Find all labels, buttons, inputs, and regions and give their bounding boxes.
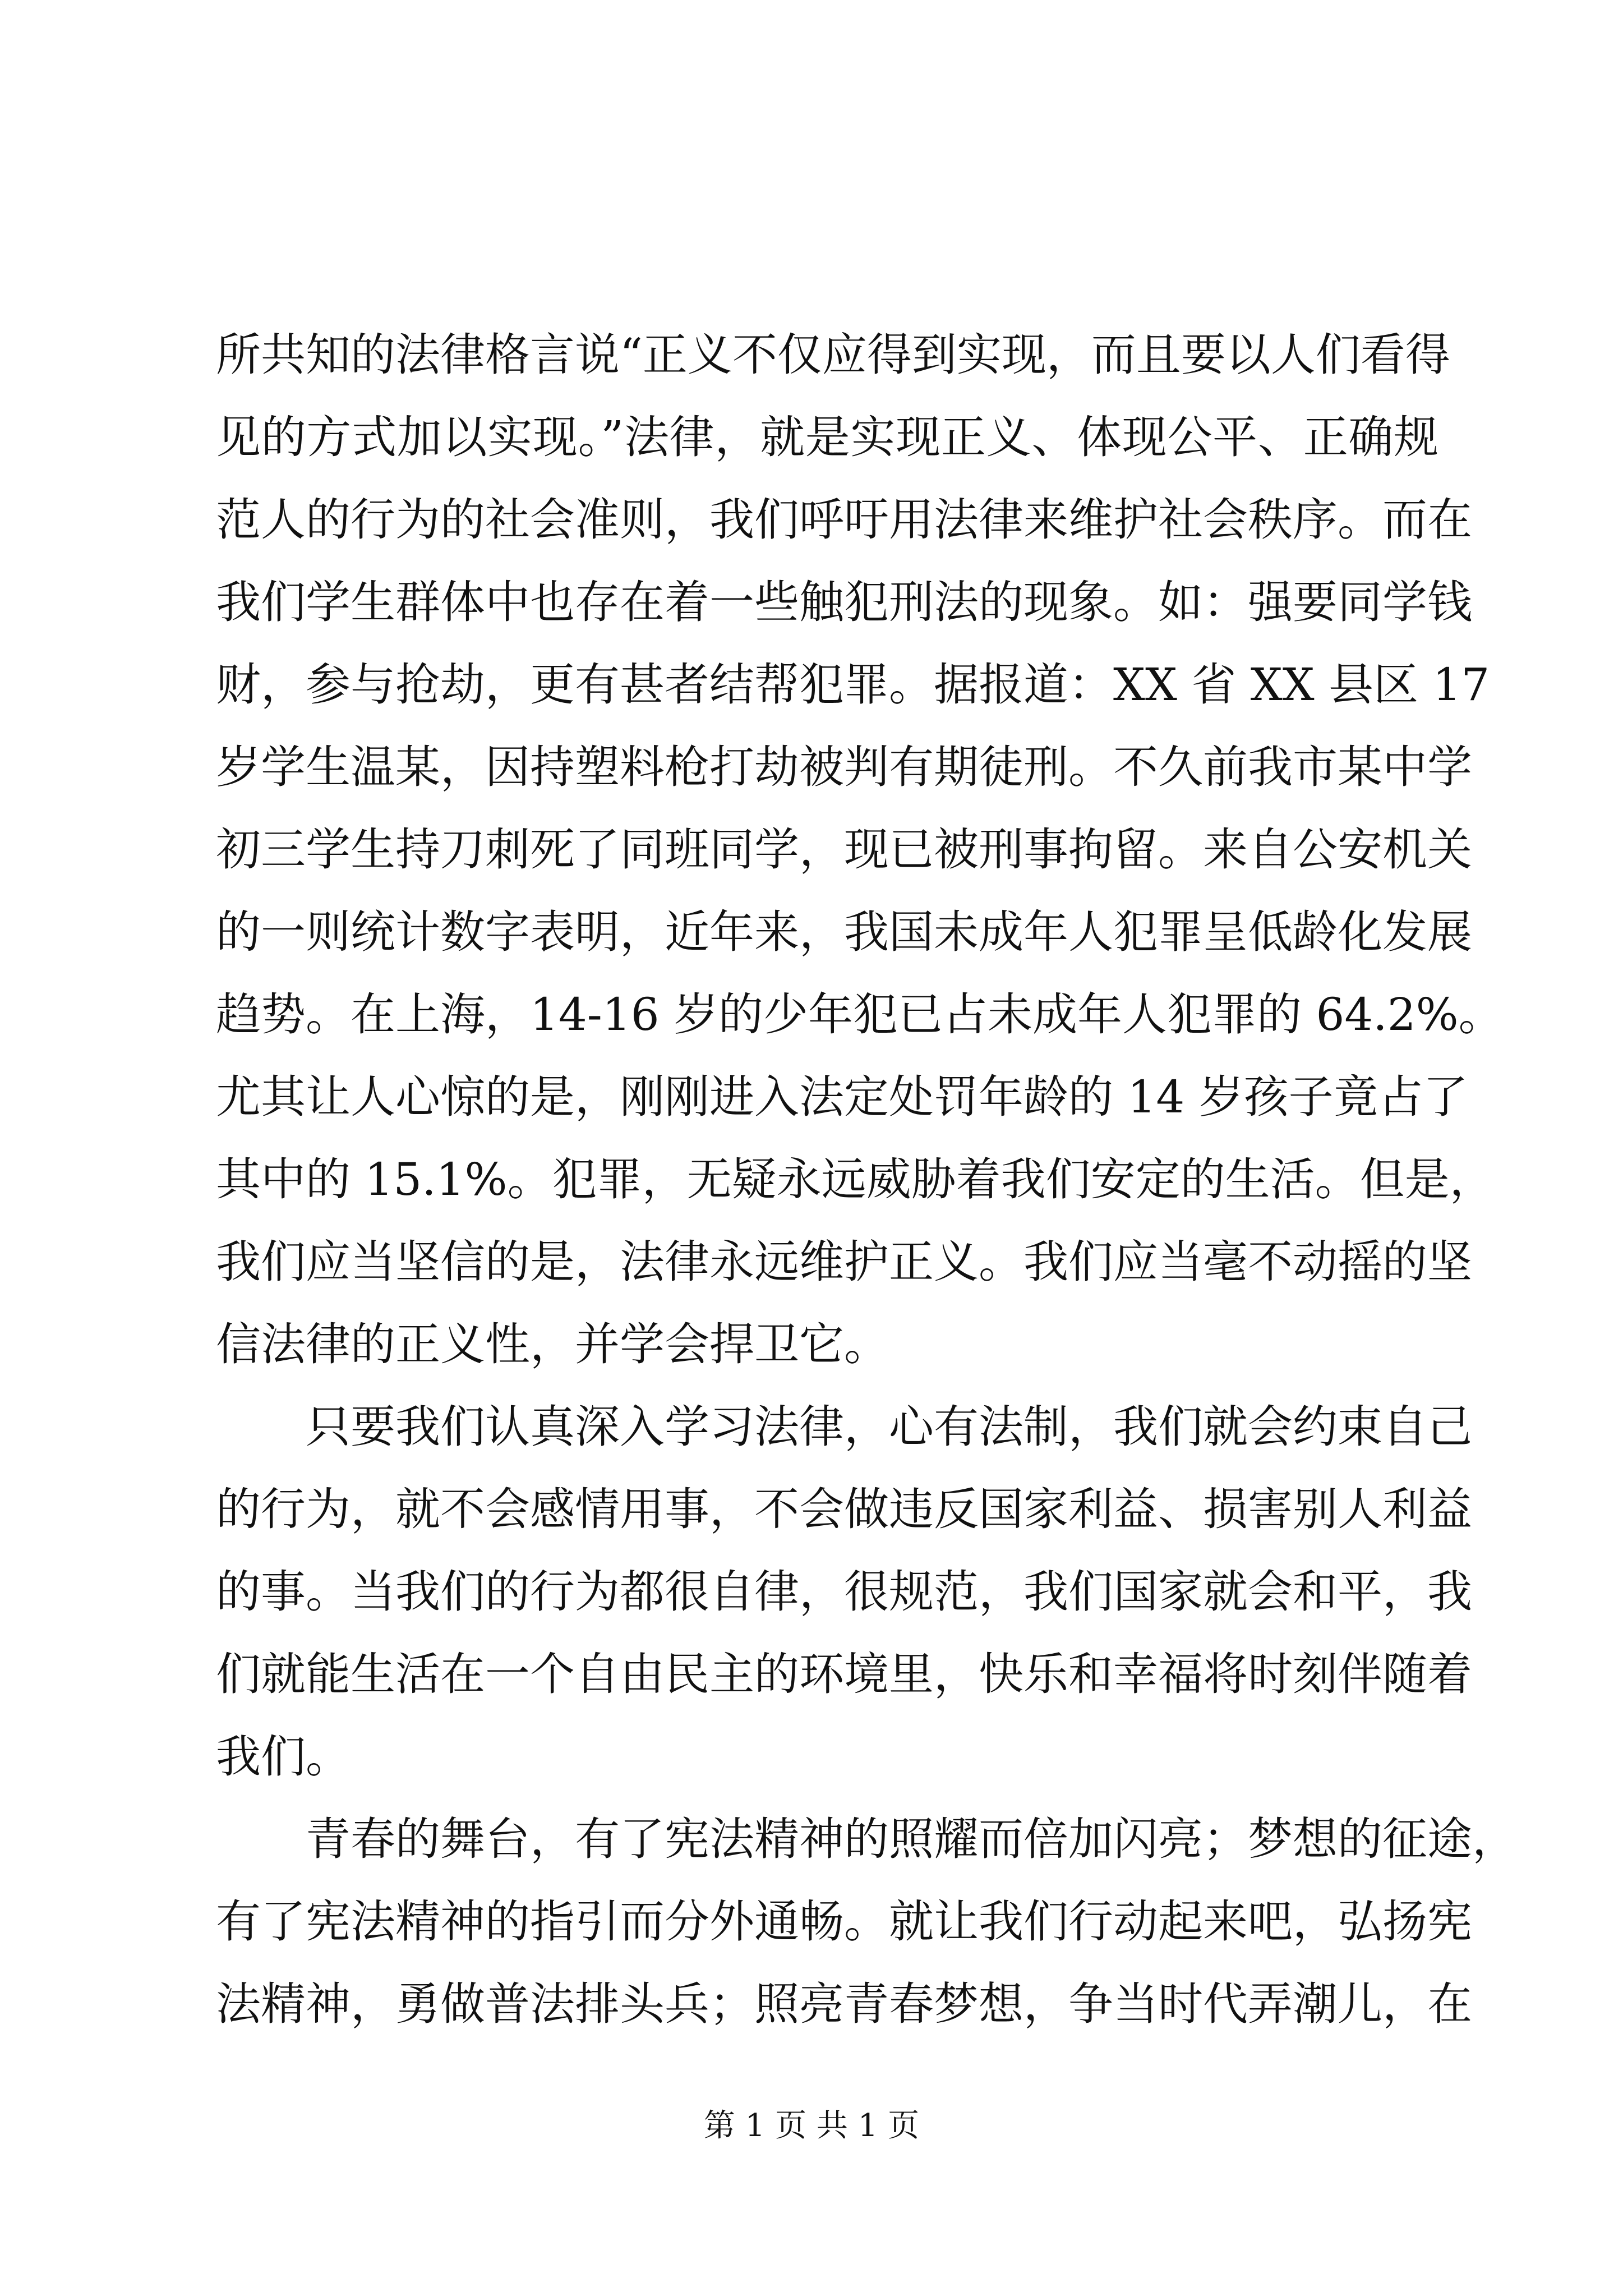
paragraph-1-line-2: 见的方式加以实现。”法律，就是实现正义、体现公平、正确规	[216, 411, 1438, 463]
paragraph-1-line-12: 我们应当坚信的是，法律永远维护正义。我们应当毫不动摇的坚	[216, 1236, 1472, 1288]
paragraph-1-line-7: 初三学生持刀刺死了同班同学，现已被刑事拘留。来自公安机关	[216, 823, 1472, 876]
page-footer: 第 1 页 共 1 页	[703, 2108, 920, 2144]
paragraph-2-line-2: 的行为，就不会感情用事，不会做违反国家利益、损害别人利益	[216, 1483, 1472, 1535]
paragraph-2-line-3: 的事。当我们的行为都很自律，很规范，我们国家就会和平，我	[216, 1566, 1472, 1618]
paragraph-2-line-4: 们就能生活在一个自由民主的环境里，快乐和幸福将时刻伴随着	[216, 1648, 1472, 1700]
paragraph-3-line-3: 法精神，勇做普法排头兵；照亮青春梦想，争当时代弄潮儿，在	[216, 1978, 1472, 2030]
paragraph-1-line-4: 我们学生群体中也存在着一些触犯刑法的现象。如：强要同学钱	[216, 576, 1472, 628]
paragraph-1-line-5: 财，参与抢劫，更有甚者结帮犯罪。据报道：XX 省 XX 县区 17	[216, 659, 1490, 711]
paragraph-1-line-9: 趋势。在上海，14-16 岁的少年犯已占未成年人犯罪的 64.2%。	[216, 988, 1504, 1041]
paragraph-1-line-10: 尤其让人心惊的是，刚刚进入法定处罚年龄的 14 岁孩子竟占了	[216, 1071, 1468, 1123]
paragraph-1-line-3: 范人的行为的社会准则，我们呼吁用法律来维护社会秩序。而在	[216, 494, 1472, 546]
paragraph-3-line-1: 青春的舞台，有了宪法精神的照耀而倍加闪亮；梦想的征途，	[306, 1813, 1517, 1865]
paragraph-2-line-1: 只要我们认真深入学习法律，心有法制，我们就会约束自己	[306, 1401, 1472, 1453]
paragraph-1-line-8: 的一则统计数字表明，近年来，我国未成年人犯罪呈低龄化发展	[216, 906, 1472, 958]
paragraph-1-line-13: 信法律的正义性，并学会捍卫它。	[216, 1318, 889, 1370]
paragraph-1-line-1: 所共知的法律格言说“正义不仅应得到实现，而且要以人们看得	[216, 329, 1450, 381]
paragraph-3-line-2: 有了宪法精神的指引而分外通畅。就让我们行动起来吧，弘扬宪	[216, 1895, 1472, 1948]
paragraph-1-line-6: 岁学生温某，因持塑料枪打劫被判有期徒刑。不久前我市某中学	[216, 741, 1472, 793]
paragraph-1-line-11: 其中的 15.1%。犯罪，无疑永远威胁着我们安定的生活。但是，	[216, 1153, 1495, 1205]
paragraph-2-line-5: 我们。	[216, 1731, 351, 1783]
